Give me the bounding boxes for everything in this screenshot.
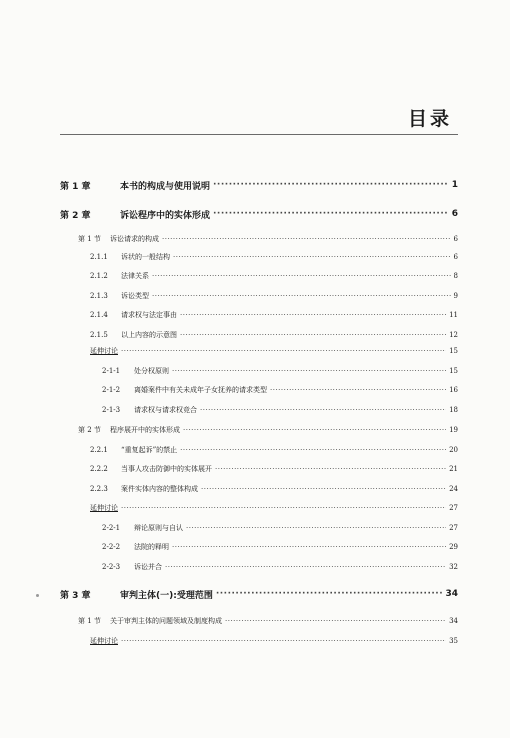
page-title: 目录 [407,108,452,130]
toc-entry-title: 辩论原则与自认 [134,524,183,532]
toc-entry-title: 请求权与请求权竞合 [134,406,197,414]
toc-entry-title: “重复起诉”的禁止 [121,446,178,454]
toc-entry-page: 34 [449,617,458,625]
toc-leader-dots [200,406,446,414]
toc-entry[interactable] [90,444,458,456]
toc-entry-title: 诉讼请求的构成 [110,235,159,243]
toc-leader-dots [213,180,449,190]
toc-entry-title: 程序展开中的实体形成 [110,426,180,434]
toc-entry[interactable] [102,365,458,377]
toc-entry-title: 法律关系 [121,272,149,280]
page-speck [36,594,39,597]
toc-entry-page: 6 [453,253,458,261]
toc-entry-page: 20 [449,446,458,454]
toc-entry-number: 2.1.3 [90,292,108,300]
toc-entry[interactable] [90,483,458,495]
toc-leader-dots [225,617,446,625]
toc-entry-number: 第 1 章 [60,181,91,191]
toc-leader-dots [152,292,451,300]
toc-entry-number: 第 2 章 [60,210,91,220]
toc-entry-number: 2.2.3 [90,485,108,493]
toc-entry[interactable] [90,270,458,282]
toc-leader-dots [183,426,446,434]
toc-entry-page: 21 [449,465,458,473]
toc-entry-number: 第 1 节 [78,235,101,243]
toc-entry-title: 法院的释明 [134,543,169,551]
toc-entry-number: 2.2.2 [90,465,108,473]
toc-entry-number: 2.1.4 [90,311,108,319]
toc-entry-page: 11 [449,311,458,319]
toc-entry[interactable] [60,208,458,220]
toc-entry-page: 6 [451,209,458,219]
toc-entry[interactable] [60,588,458,600]
toc-entry-title: 延伸讨论 [90,504,118,512]
toc-leader-dots [173,253,451,261]
toc-entry-number: 2-1-3 [102,406,121,414]
toc-entry[interactable] [90,251,458,263]
toc-entry[interactable] [78,615,458,627]
toc-entry-title: 审判主体(一):受理范围 [120,590,213,600]
toc-entry-page: 27 [449,504,458,512]
toc-entry-number: 第 2 节 [78,426,101,434]
toc-entry-number: 第 1 节 [78,617,101,625]
toc-entry-page: 16 [449,386,458,394]
toc-leader-dots [213,209,449,219]
toc-entry[interactable] [90,329,458,341]
toc-entry-page: 6 [453,235,458,243]
toc-leader-dots [180,311,446,319]
toc-entry[interactable] [102,561,458,573]
toc-leader-dots [121,347,446,355]
toc-entry-page: 24 [449,485,458,493]
toc-leader-dots [201,485,446,493]
toc-entry-page: 29 [449,543,458,551]
toc-entry[interactable] [102,522,458,534]
toc-entry-title: 离婚案件中有关未成年子女抚养的请求类型 [134,386,267,394]
toc-leader-dots [180,331,446,339]
toc-entry-page: 9 [453,292,458,300]
toc-entry-page: 15 [449,347,458,355]
toc-entry-number: 2.2.1 [90,446,108,454]
toc-entry-title: 请求权与法定事由 [121,311,177,319]
toc-entry-title: 延伸讨论 [90,637,118,645]
toc-entry-title: 诉讼程序中的实体形成 [120,210,211,220]
toc-entry-number: 2.1.1 [90,253,108,261]
toc-entry[interactable] [102,404,458,416]
toc-entry-number: 2.1.5 [90,331,108,339]
toc-leader-dots [121,637,446,645]
toc-entry[interactable] [60,179,458,191]
toc-entry-title: 诉状的一般结构 [121,253,170,261]
toc-leader-dots [186,524,446,532]
toc-entry-title: 关于审判主体的问题领域及制度构成 [110,617,222,625]
toc-entry[interactable] [102,541,458,553]
toc-entry-number: 第 3 章 [60,590,91,600]
toc-entry-title: 诉讼并合 [134,563,162,571]
toc-leader-dots [172,367,446,375]
toc-leader-dots [216,589,443,599]
toc-entry-page: 15 [449,367,458,375]
toc-entry-page: 19 [449,426,458,434]
toc-leader-dots [162,235,451,243]
toc-entry-number: 2-1-1 [102,367,121,375]
toc-entry-number: 2-1-2 [102,386,121,394]
toc-entry[interactable] [90,345,458,357]
toc-entry[interactable] [90,463,458,475]
toc-entry-title: 案件实体内容的整体构成 [121,485,198,493]
toc-entry-number: 2.1.2 [90,272,108,280]
toc-entry[interactable] [90,635,458,647]
toc-entry-page: 8 [453,272,458,280]
toc-leader-dots [165,563,446,571]
toc-entry-title: 以上内容的示意图 [121,331,177,339]
toc-leader-dots [215,465,446,473]
toc-entry-page: 35 [449,637,458,645]
toc-entry-page: 12 [449,331,458,339]
toc-entry-number: 2-2-1 [102,524,121,532]
toc-entry[interactable] [90,309,458,321]
toc-leader-dots [121,504,446,512]
toc-entry-title: 当事人攻击防御中的实体展开 [121,465,212,473]
toc-entry-title: 本书的构成与使用说明 [120,181,211,191]
toc-entry-page: 1 [451,180,458,190]
toc-entry-number: 2-2-3 [102,563,121,571]
toc-entry-title: 延伸讨论 [90,347,118,355]
toc-leader-dots [180,446,446,454]
toc-entry-page: 32 [449,563,458,571]
toc-leader-dots [172,543,446,551]
toc-entry[interactable] [78,424,458,436]
toc-leader-dots [270,386,446,394]
toc-entry-title: 诉讼类型 [121,292,149,300]
toc-entry-page: 27 [449,524,458,532]
toc-entry-number: 2-2-2 [102,543,121,551]
toc-entry-title: 处分权原则 [134,367,169,375]
toc-entry-page: 18 [449,406,458,414]
toc-entry-page: 34 [445,589,458,599]
toc-entry[interactable] [90,502,458,514]
toc-leader-dots [152,272,451,280]
toc-entry[interactable] [78,233,458,245]
toc-entry[interactable] [102,384,458,396]
toc-entry[interactable] [90,290,458,302]
